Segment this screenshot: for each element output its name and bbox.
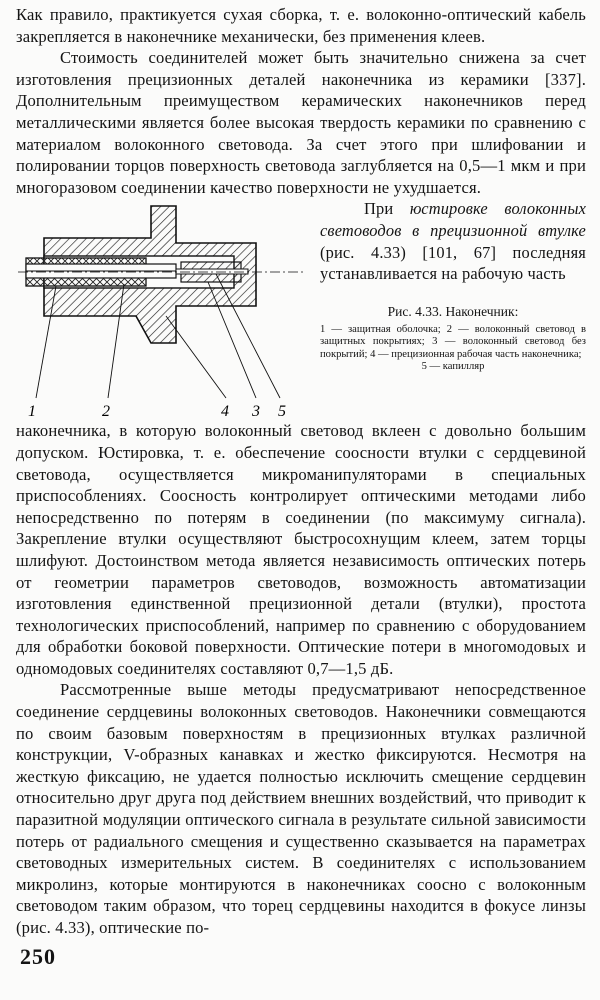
- paragraph-2: Стоимость соединителей может быть значительно снижена за счет изготовления прецизионных деталей наконечника из керамики [337]. Дополнительным преимуществом керамических наконечников перед металлическими является более высокая твердость керамики по сравнению с материалом волоконного световода. За счет этого при шлифовании и полировании торцов поверхность световода заглубляется на 0,5—1 мкм и при многоразовом соединении качество поверхности не ухудшается.: [16, 48, 586, 197]
- figure-legend: [320, 324, 586, 374]
- paragraph-4: Рассмотренные выше методы предусматривают непосредственное соединение сердцевины волоконных световодов. Наконечники совмещаются по своим базовым поверхностям в прецизионных втулках различной конструкции, V-образных канавках и жестко фиксируются. Несмотря на жесткую фиксацию, не удается полностью исключить смещение сердцевин относительно друг друга под действием внешних воздействий, что приводит к паразитной модуляции оптического сигнала в результате сильной зависимости потерь от радиального смещения и существенно сказывается на параметрах световодных измерительных систем. В соединителях с использованием микролинз, которые монтируются в наконечниках соосно с волоконным световодом таким образом, что торец сердцевины находится в фокусе линзы (рис. 4.33), оптические по-: [16, 680, 586, 937]
- figure-caption: Рис. 4.33. Наконечник:: [387, 303, 519, 319]
- figure-4-33-drawing: [16, 198, 316, 418]
- figure-label-5: 5: [278, 403, 286, 419]
- paragraph-3-continuation: наконечника, в которую волоконный световод вклеен с довольно большим допуском. Юстировка, т. е. обеспечение соосности втулки с сердцевиной световода, осуществляется микроманипуляторами в специальных приспособлениях. Соосность контролирует оптическими методами либо непосредственно по потерям в соединении (по максимуму сигнала). Закрепление втулки осуществляют быстросохнущим клеем, затем торцы шлифуют. Достоинством метода является независимость оптических потерь от геометрии параметров световодов, возможность автоматизации изготовления единственной прецизионной детали (втулки), простота технологических приспособлений, например по сравнению с оборудованием для обработки боковой поверхности. Оптические потери в многомодовых и одномодовых соединителях составляют 0,7—1,5 дБ.: [16, 421, 586, 678]
- p3-side-text: (рис. 4.33) [101, 67] последняя устанавливается на рабочую часть: [320, 242, 586, 284]
- paragraph-1: Как правило, практикуется сухая сборка, т. е. волоконно-оптический кабель закрепляется в наконечнике механически, без применения клеев.: [16, 5, 586, 46]
- figure-label-4: 4: [221, 403, 229, 419]
- page-number: 250: [20, 944, 56, 969]
- figure-label-1: 1: [28, 403, 36, 419]
- connector-tip-diagram: [16, 198, 316, 418]
- figure-legend-text: 1 — защитная оболочка; 2 — волоконный световод в защитных покрытиях; 3 — волоконный световод без покрытий; 4 — прецизионная рабочая часть наконечника;: [320, 323, 586, 360]
- figure-label-2: 2: [102, 403, 110, 419]
- p3-italic-term: юстировке волоконных световодов в прецизионной втулке: [320, 199, 586, 240]
- figure-legend-last: 5 — капилляр: [421, 360, 485, 372]
- paragraph-3-side: [320, 198, 586, 284]
- bare-fiber-shape: [176, 269, 248, 274]
- figure-row: [16, 198, 586, 418]
- figure-label-3: 3: [252, 403, 260, 419]
- page-body: [16, 4, 586, 939]
- figure-side-column: [316, 198, 586, 373]
- p3-start: При: [364, 199, 410, 219]
